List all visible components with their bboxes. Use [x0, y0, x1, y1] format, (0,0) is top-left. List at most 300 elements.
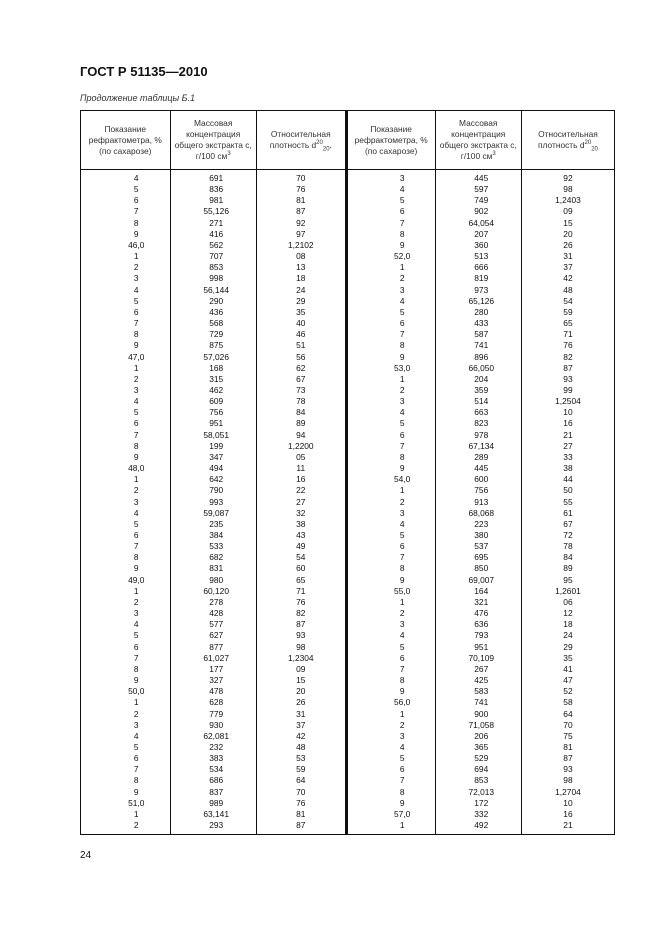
refractometer-cell: 51,0 — [81, 798, 171, 809]
refractometer-cell: 6 — [81, 530, 171, 541]
table-row — [81, 441, 615, 452]
refractometer-cell: 1 — [81, 363, 171, 374]
table-row — [81, 653, 615, 664]
mass-concentration-cell: 853 — [170, 262, 256, 273]
mass-concentration-cell: 627 — [170, 630, 256, 641]
refractometer-cell: 7 — [81, 206, 171, 217]
density-cell: 73 — [256, 385, 346, 396]
refractometer-cell: 5 — [81, 296, 171, 307]
refractometer-cell: 2 — [81, 709, 171, 720]
refractometer-cell: 5 — [346, 418, 435, 429]
table-caption: Продолжение таблицы Б.1 — [80, 93, 196, 103]
refractometer-cell: 7 — [346, 775, 435, 786]
page-number: 24 — [80, 850, 92, 861]
refractometer-cell: 8 — [81, 552, 171, 563]
refractometer-cell: 4 — [81, 170, 171, 185]
density-cell: 22 — [256, 485, 346, 496]
mass-concentration-cell: 416 — [170, 229, 256, 240]
density-cell: 87 — [256, 206, 346, 217]
density-cell: 55 — [521, 497, 614, 508]
refractometer-cell: 7 — [81, 764, 171, 775]
density-cell: 52 — [521, 686, 614, 697]
refractometer-cell: 2 — [346, 385, 435, 396]
refractometer-cell: 8 — [81, 329, 171, 340]
mass-concentration-cell: 164 — [435, 586, 521, 597]
header-sub: 20 — [322, 146, 330, 153]
refractometer-cell: 1 — [346, 485, 435, 496]
density-cell: 10 — [521, 798, 614, 809]
density-cell: 82 — [256, 608, 346, 619]
table-header-row — [81, 111, 615, 170]
density-cell: 87 — [256, 820, 346, 835]
refractometer-cell: 1 — [81, 474, 171, 485]
table-row — [81, 798, 615, 809]
table-row — [81, 630, 615, 641]
density-cell: 94 — [256, 430, 346, 441]
column-header-relative-density-2 — [521, 111, 614, 170]
density-cell: 92 — [521, 170, 614, 185]
density-cell: 29 — [521, 642, 614, 653]
density-cell: 76 — [256, 184, 346, 195]
refractometer-cell: 5 — [346, 307, 435, 318]
mass-concentration-cell: 694 — [435, 764, 521, 775]
mass-concentration-cell: 642 — [170, 474, 256, 485]
refractometer-cell: 1 — [346, 374, 435, 385]
density-cell: 93 — [256, 630, 346, 641]
density-cell: 53 — [256, 753, 346, 764]
refractometer-cell: 1 — [346, 262, 435, 273]
mass-concentration-cell: 384 — [170, 530, 256, 541]
density-cell: 1,2403 — [521, 195, 614, 206]
density-cell: 98 — [521, 775, 614, 786]
mass-concentration-cell: 59,087 — [170, 508, 256, 519]
mass-concentration-cell: 663 — [435, 407, 521, 418]
table-row — [81, 430, 615, 441]
refractometer-cell: 9 — [346, 575, 435, 586]
mass-concentration-cell: 756 — [435, 485, 521, 496]
density-cell: 56 — [256, 352, 346, 363]
density-cell: 58 — [521, 697, 614, 708]
mass-concentration-cell: 289 — [435, 452, 521, 463]
density-cell: 38 — [256, 519, 346, 530]
refractometer-cell: 3 — [81, 385, 171, 396]
density-cell: 82 — [521, 352, 614, 363]
mass-concentration-cell: 494 — [170, 463, 256, 474]
mass-concentration-cell: 850 — [435, 563, 521, 574]
refractometer-cell: 3 — [81, 497, 171, 508]
density-cell: 41 — [521, 664, 614, 675]
density-table — [80, 110, 615, 835]
refractometer-cell: 1 — [346, 820, 435, 835]
mass-concentration-cell: 749 — [435, 195, 521, 206]
mass-concentration-cell: 900 — [435, 709, 521, 720]
density-cell: 84 — [521, 552, 614, 563]
refractometer-cell: 5 — [81, 630, 171, 641]
density-cell: 16 — [521, 809, 614, 820]
density-cell: 81 — [521, 742, 614, 753]
density-cell: 59 — [256, 764, 346, 775]
density-cell: 09 — [256, 664, 346, 675]
refractometer-cell: 3 — [346, 731, 435, 742]
mass-concentration-cell: 831 — [170, 563, 256, 574]
table-row — [81, 675, 615, 686]
mass-concentration-cell: 492 — [435, 820, 521, 835]
table-row — [81, 642, 615, 653]
density-cell: 81 — [256, 195, 346, 206]
density-cell: 59 — [521, 307, 614, 318]
mass-concentration-cell: 729 — [170, 329, 256, 340]
refractometer-cell: 2 — [346, 273, 435, 284]
density-cell: 50 — [521, 485, 614, 496]
density-cell: 47 — [521, 675, 614, 686]
density-cell: 16 — [256, 474, 346, 485]
refractometer-cell: 4 — [81, 731, 171, 742]
header-label: Относительная плотность d — [269, 129, 331, 150]
refractometer-cell: 6 — [81, 195, 171, 206]
refractometer-cell: 55,0 — [346, 586, 435, 597]
mass-concentration-cell: 600 — [435, 474, 521, 485]
table-row — [81, 318, 615, 329]
header-sup: 3 — [227, 151, 231, 158]
mass-concentration-cell: 327 — [170, 675, 256, 686]
table-row — [81, 586, 615, 597]
mass-concentration-cell: 433 — [435, 318, 521, 329]
refractometer-cell: 4 — [346, 407, 435, 418]
mass-concentration-cell: 58,051 — [170, 430, 256, 441]
density-cell: 98 — [256, 642, 346, 653]
density-cell: 67 — [256, 374, 346, 385]
table-row — [81, 407, 615, 418]
mass-concentration-cell: 989 — [170, 798, 256, 809]
mass-concentration-cell: 853 — [435, 775, 521, 786]
table-row — [81, 697, 615, 708]
refractometer-cell: 8 — [346, 675, 435, 686]
density-cell: 62 — [256, 363, 346, 374]
density-cell: 37 — [521, 262, 614, 273]
refractometer-cell: 8 — [81, 775, 171, 786]
refractometer-cell: 3 — [346, 396, 435, 407]
density-cell: 46 — [256, 329, 346, 340]
mass-concentration-cell: 686 — [170, 775, 256, 786]
density-cell: 13 — [256, 262, 346, 273]
density-cell: 42 — [256, 731, 346, 742]
table-body — [81, 170, 615, 835]
refractometer-cell: 5 — [81, 407, 171, 418]
refractometer-cell: 1 — [81, 809, 171, 820]
table-row — [81, 508, 615, 519]
density-cell: 49 — [256, 541, 346, 552]
mass-concentration-cell: 695 — [435, 552, 521, 563]
mass-concentration-cell: 913 — [435, 497, 521, 508]
header-label: Показание рефрактометра, % (по сахарозе) — [354, 123, 428, 156]
density-cell: 27 — [521, 441, 614, 452]
mass-concentration-cell: 568 — [170, 318, 256, 329]
refractometer-cell: 2 — [81, 597, 171, 608]
density-cell: 10 — [521, 407, 614, 418]
mass-concentration-cell: 290 — [170, 296, 256, 307]
mass-concentration-cell: 930 — [170, 720, 256, 731]
density-cell: 27 — [256, 497, 346, 508]
mass-concentration-cell: 837 — [170, 787, 256, 798]
mass-concentration-cell: 533 — [170, 541, 256, 552]
density-cell: 99 — [521, 385, 614, 396]
refractometer-cell: 7 — [346, 329, 435, 340]
density-cell: 72 — [521, 530, 614, 541]
mass-concentration-cell: 69,007 — [435, 575, 521, 586]
mass-concentration-cell: 56,144 — [170, 285, 256, 296]
density-cell: 26 — [521, 240, 614, 251]
mass-concentration-cell: 993 — [170, 497, 256, 508]
mass-concentration-cell: 61,027 — [170, 653, 256, 664]
mass-concentration-cell: 981 — [170, 195, 256, 206]
table-row — [81, 753, 615, 764]
mass-concentration-cell: 425 — [435, 675, 521, 686]
density-cell: 15 — [521, 218, 614, 229]
density-cell: 08 — [256, 251, 346, 262]
mass-concentration-cell: 232 — [170, 742, 256, 753]
refractometer-cell: 2 — [346, 497, 435, 508]
density-cell: 1,2704 — [521, 787, 614, 798]
density-cell: 54 — [521, 296, 614, 307]
refractometer-cell: 5 — [81, 519, 171, 530]
density-cell: 24 — [521, 630, 614, 641]
mass-concentration-cell: 223 — [435, 519, 521, 530]
density-cell: 21 — [521, 430, 614, 441]
refractometer-cell: 8 — [346, 229, 435, 240]
density-cell: 06 — [521, 597, 614, 608]
refractometer-cell: 7 — [346, 664, 435, 675]
density-cell: 64 — [521, 709, 614, 720]
table-row — [81, 273, 615, 284]
table-row — [81, 497, 615, 508]
mass-concentration-cell: 57,026 — [170, 352, 256, 363]
refractometer-cell: 3 — [346, 619, 435, 630]
refractometer-cell: 46,0 — [81, 240, 171, 251]
mass-concentration-cell: 235 — [170, 519, 256, 530]
density-cell: 78 — [521, 541, 614, 552]
mass-concentration-cell: 980 — [170, 575, 256, 586]
mass-concentration-cell: 577 — [170, 619, 256, 630]
refractometer-cell: 6 — [346, 764, 435, 775]
density-cell: 65 — [521, 318, 614, 329]
density-cell: 92 — [256, 218, 346, 229]
refractometer-cell: 4 — [346, 184, 435, 195]
refractometer-cell: 3 — [346, 508, 435, 519]
mass-concentration-cell: 172 — [435, 798, 521, 809]
table-row — [81, 519, 615, 530]
density-cell: 65 — [256, 575, 346, 586]
mass-concentration-cell: 529 — [435, 753, 521, 764]
mass-concentration-cell: 951 — [435, 642, 521, 653]
refractometer-cell: 1 — [81, 586, 171, 597]
refractometer-cell: 3 — [346, 170, 435, 185]
mass-concentration-cell: 72,013 — [435, 787, 521, 798]
refractometer-cell: 1 — [346, 709, 435, 720]
mass-concentration-cell: 587 — [435, 329, 521, 340]
table-row — [81, 820, 615, 835]
header-label: Показание рефрактометра, % (по сахарозе) — [88, 123, 162, 156]
refractometer-cell: 3 — [81, 273, 171, 284]
refractometer-cell: 9 — [81, 452, 171, 463]
density-cell: 95 — [521, 575, 614, 586]
mass-concentration-cell: 514 — [435, 396, 521, 407]
refractometer-cell: 8 — [346, 452, 435, 463]
refractometer-cell: 7 — [81, 318, 171, 329]
table-row — [81, 809, 615, 820]
mass-concentration-cell: 666 — [435, 262, 521, 273]
table-row — [81, 262, 615, 273]
mass-concentration-cell: 66,050 — [435, 363, 521, 374]
table-row — [81, 251, 615, 262]
table-row — [81, 195, 615, 206]
density-cell: 21 — [521, 820, 614, 835]
header-sup: 3 — [492, 151, 496, 158]
refractometer-cell: 2 — [346, 720, 435, 731]
table-row — [81, 775, 615, 786]
refractometer-cell: 7 — [81, 430, 171, 441]
refractometer-cell: 9 — [81, 787, 171, 798]
refractometer-cell: 1 — [81, 251, 171, 262]
table-row — [81, 206, 615, 217]
refractometer-cell: 4 — [346, 630, 435, 641]
mass-concentration-cell: 978 — [435, 430, 521, 441]
table-row — [81, 787, 615, 798]
mass-concentration-cell: 741 — [435, 340, 521, 351]
table-row — [81, 686, 615, 697]
header-sup: 20 — [316, 140, 323, 147]
refractometer-cell: 2 — [81, 485, 171, 496]
refractometer-cell: 8 — [81, 441, 171, 452]
mass-concentration-cell: 877 — [170, 642, 256, 653]
refractometer-cell: 5 — [346, 530, 435, 541]
table-row — [81, 184, 615, 195]
mass-concentration-cell: 951 — [170, 418, 256, 429]
refractometer-cell: 9 — [346, 686, 435, 697]
table-row — [81, 307, 615, 318]
column-header-mass-concentration-2 — [435, 111, 521, 170]
column-header-refractometer — [81, 111, 171, 170]
refractometer-cell: 4 — [81, 396, 171, 407]
mass-concentration-cell: 267 — [435, 664, 521, 675]
refractometer-cell: 7 — [346, 552, 435, 563]
refractometer-cell: 6 — [346, 430, 435, 441]
mass-concentration-cell: 462 — [170, 385, 256, 396]
refractometer-cell: 9 — [81, 229, 171, 240]
mass-concentration-cell: 63,141 — [170, 809, 256, 820]
refractometer-cell: 8 — [81, 664, 171, 675]
table-row — [81, 530, 615, 541]
refractometer-cell: 5 — [346, 195, 435, 206]
mass-concentration-cell: 199 — [170, 441, 256, 452]
refractometer-cell: 6 — [81, 642, 171, 653]
refractometer-cell: 8 — [346, 787, 435, 798]
refractometer-cell: 48,0 — [81, 463, 171, 474]
refractometer-cell: 4 — [346, 519, 435, 530]
density-cell: 71 — [521, 329, 614, 340]
header-suffix: . — [329, 140, 332, 150]
density-cell: 87 — [521, 753, 614, 764]
mass-concentration-cell: 204 — [435, 374, 521, 385]
density-cell: 31 — [521, 251, 614, 262]
refractometer-cell: 6 — [346, 541, 435, 552]
mass-concentration-cell: 790 — [170, 485, 256, 496]
density-cell: 54 — [256, 552, 346, 563]
density-cell: 76 — [256, 798, 346, 809]
density-cell: 43 — [256, 530, 346, 541]
density-cell: 60 — [256, 563, 346, 574]
refractometer-cell: 4 — [81, 508, 171, 519]
mass-concentration-cell: 476 — [435, 608, 521, 619]
mass-concentration-cell: 383 — [170, 753, 256, 764]
refractometer-cell: 56,0 — [346, 697, 435, 708]
refractometer-cell: 9 — [346, 352, 435, 363]
table-row — [81, 352, 615, 363]
mass-concentration-cell: 71,058 — [435, 720, 521, 731]
mass-concentration-cell: 741 — [435, 697, 521, 708]
density-cell: 48 — [521, 285, 614, 296]
density-cell: 35 — [256, 307, 346, 318]
refractometer-cell: 6 — [346, 206, 435, 217]
refractometer-cell: 4 — [346, 742, 435, 753]
mass-concentration-cell: 445 — [435, 463, 521, 474]
header-label: Относительная плотность d — [538, 129, 598, 150]
mass-concentration-cell: 628 — [170, 697, 256, 708]
refractometer-cell: 2 — [346, 608, 435, 619]
refractometer-cell: 8 — [346, 563, 435, 574]
header-label: Массовая концентрация общего экстракта c, г/100 см — [439, 118, 517, 161]
refractometer-cell: 9 — [81, 675, 171, 686]
column-header-refractometer-2 — [346, 111, 435, 170]
density-cell: 93 — [521, 764, 614, 775]
table-row — [81, 363, 615, 374]
table-row — [81, 742, 615, 753]
density-cell: 09 — [521, 206, 614, 217]
refractometer-cell: 50,0 — [81, 686, 171, 697]
mass-concentration-cell: 436 — [170, 307, 256, 318]
density-cell: 98 — [521, 184, 614, 195]
density-cell: 51 — [256, 340, 346, 351]
density-cell: 76 — [521, 340, 614, 351]
refractometer-cell: 8 — [346, 340, 435, 351]
density-cell: 44 — [521, 474, 614, 485]
mass-concentration-cell: 207 — [435, 229, 521, 240]
document-title: ГОСТ Р 51135—2010 — [80, 64, 208, 79]
mass-concentration-cell: 278 — [170, 597, 256, 608]
density-cell: 1,2304 — [256, 653, 346, 664]
header-sub: 20 — [591, 146, 598, 153]
density-cell: 40 — [256, 318, 346, 329]
mass-concentration-cell: 321 — [435, 597, 521, 608]
density-cell: 12 — [521, 608, 614, 619]
mass-concentration-cell: 562 — [170, 240, 256, 251]
density-cell: 18 — [256, 273, 346, 284]
mass-concentration-cell: 537 — [435, 541, 521, 552]
mass-concentration-cell: 60,120 — [170, 586, 256, 597]
column-header-mass-concentration — [170, 111, 256, 170]
mass-concentration-cell: 206 — [435, 731, 521, 742]
refractometer-cell: 5 — [346, 642, 435, 653]
mass-concentration-cell: 636 — [435, 619, 521, 630]
mass-concentration-cell: 998 — [170, 273, 256, 284]
density-cell: 1,2200 — [256, 441, 346, 452]
density-cell: 38 — [521, 463, 614, 474]
refractometer-cell: 9 — [81, 340, 171, 351]
refractometer-cell: 47,0 — [81, 352, 171, 363]
density-cell: 48 — [256, 742, 346, 753]
refractometer-cell: 6 — [346, 653, 435, 664]
density-cell: 70 — [521, 720, 614, 731]
table-row — [81, 452, 615, 463]
